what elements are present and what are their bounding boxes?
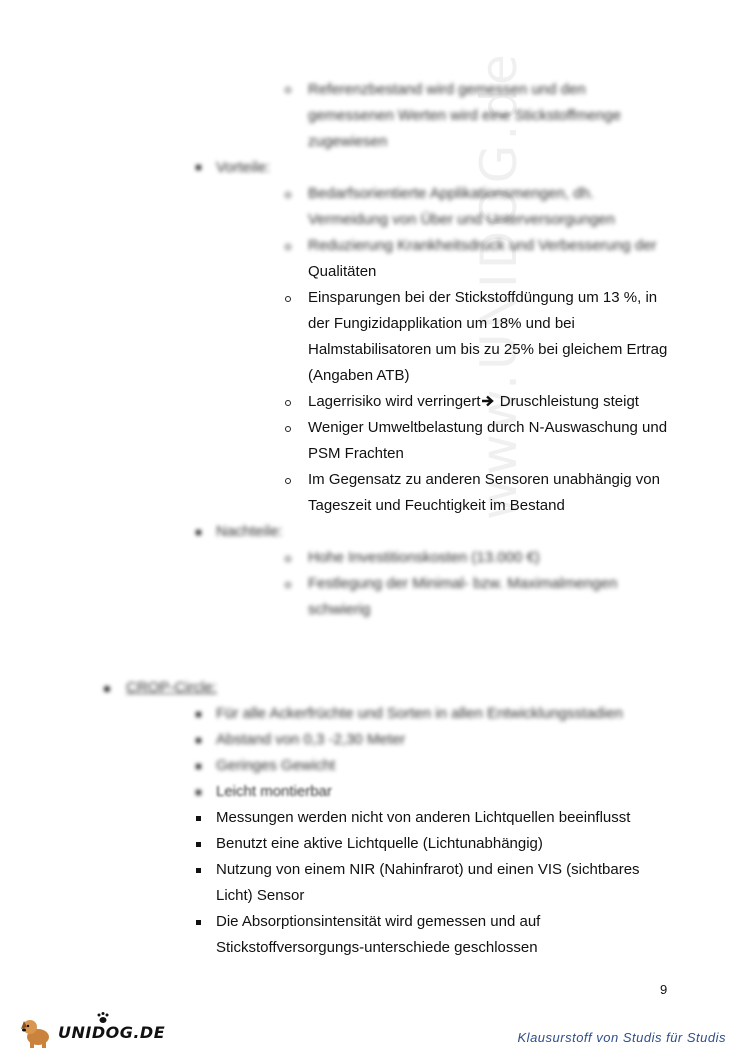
footer-tagline: Klausurstoff von Studis für Studis	[517, 1030, 726, 1045]
absorption-line: Die Absorptionsintensität wird gemessen und auf	[216, 913, 541, 930]
dog-icon	[18, 1015, 56, 1049]
blurred-text: Reduzierung Krankheitsdruck und Verbesserung der	[308, 237, 657, 254]
sub-bullet	[285, 582, 291, 588]
blurred-text: Hohe Investitionskosten (13.000 €)	[308, 549, 540, 566]
sub-bullet	[285, 192, 291, 198]
bullet-square	[196, 868, 201, 873]
qualitaeten-text: Qualitäten	[308, 263, 377, 280]
sub-bullet	[285, 400, 291, 406]
blurred-text: schwierig	[308, 601, 371, 618]
messungen-text: Messungen werden nicht von anderen Lichtquellen beeinflusst	[216, 809, 631, 826]
einsparungen-line: Halmstabilisatoren um bis zu 25% bei gleichem Ertrag	[308, 341, 668, 358]
bullet-square	[196, 920, 201, 925]
sub-bullet	[285, 87, 291, 93]
bullet-square	[196, 816, 201, 821]
blurred-text: Vermeidung von Über und Unterversorgungen	[308, 211, 615, 228]
bullet-square	[196, 764, 201, 769]
umwelt-line: PSM Frachten	[308, 445, 404, 462]
bullet-square	[196, 165, 201, 170]
page-number: 9	[660, 982, 668, 997]
blurred-text: gemessenen Werten wird eine Stickstoffmenge	[308, 107, 621, 124]
sub-bullet	[285, 478, 291, 484]
blurred-text: Abstand von 0,3 -2,30 Meter	[216, 731, 406, 748]
nir-line: Licht) Sensor	[216, 887, 305, 904]
bullet-square	[196, 842, 201, 847]
absorption-line: Stickstoffversorgungs-unterschiede geschlossen	[216, 939, 538, 956]
blurred-text: Referenzbestand wird gemessen und den	[308, 81, 586, 98]
einsparungen-line: (Angaben ATB)	[308, 367, 410, 384]
einsparungen-line: Einsparungen bei der Stickstoffdüngung um 13 %, in	[308, 289, 658, 306]
druschleistung-text: Druschleistung steigt	[499, 393, 639, 410]
sub-bullet	[285, 244, 291, 250]
vorteile-label: Vorteile:	[216, 159, 271, 176]
blurred-text: zugewiesen	[308, 133, 388, 150]
crop-circle-heading: CROP-Circle:	[126, 679, 217, 696]
logo-text: UNIDOG.DE	[58, 1023, 166, 1042]
partial-text: Leicht montierbar	[216, 783, 332, 800]
umwelt-line: Weniger Umweltbelastung durch N-Auswaschung und	[308, 419, 668, 436]
nir-line: Nutzung von einem NIR (Nahinfrarot) und einen VIS (sichtbares	[216, 861, 640, 878]
arrow-right-icon	[481, 395, 496, 407]
bullet-square	[196, 738, 201, 743]
sensoren-line: Tageszeit und Feuchtigkeit im Bestand	[308, 497, 565, 514]
einsparungen-line: der Fungizidapplikation um 18% und bei	[308, 315, 575, 332]
bullet-dot	[104, 686, 110, 692]
sub-bullet	[285, 556, 291, 562]
watermark: www.UNIDOG.de	[470, 50, 529, 520]
blurred-text: Festlegung der Minimal- bzw. Maximalmengen	[308, 575, 618, 592]
sub-bullet	[285, 296, 291, 302]
bullet-square	[196, 530, 201, 535]
lagerrisiko-text: Lagerrisiko wird verringert	[308, 393, 481, 410]
unidog-logo	[18, 1015, 166, 1049]
lichtquelle-text: Benutzt eine aktive Lichtquelle (Lichtunabhängig)	[216, 835, 543, 852]
blurred-text: Geringes Gewicht	[216, 757, 336, 774]
sensoren-line: Im Gegensatz zu anderen Sensoren unabhängig von	[308, 471, 660, 488]
nachteile-label: Nachteile:	[216, 523, 283, 540]
blurred-text: Für alle Ackerfrüchte und Sorten in allen Entwicklungsstadien	[216, 705, 623, 722]
bullet-square	[196, 790, 201, 795]
bullet-square	[196, 712, 201, 717]
blurred-text: Bedarfsorientierte Applikationsmengen, dh.	[308, 185, 595, 202]
sub-bullet	[285, 426, 291, 432]
lagerrisiko-line	[308, 392, 639, 412]
